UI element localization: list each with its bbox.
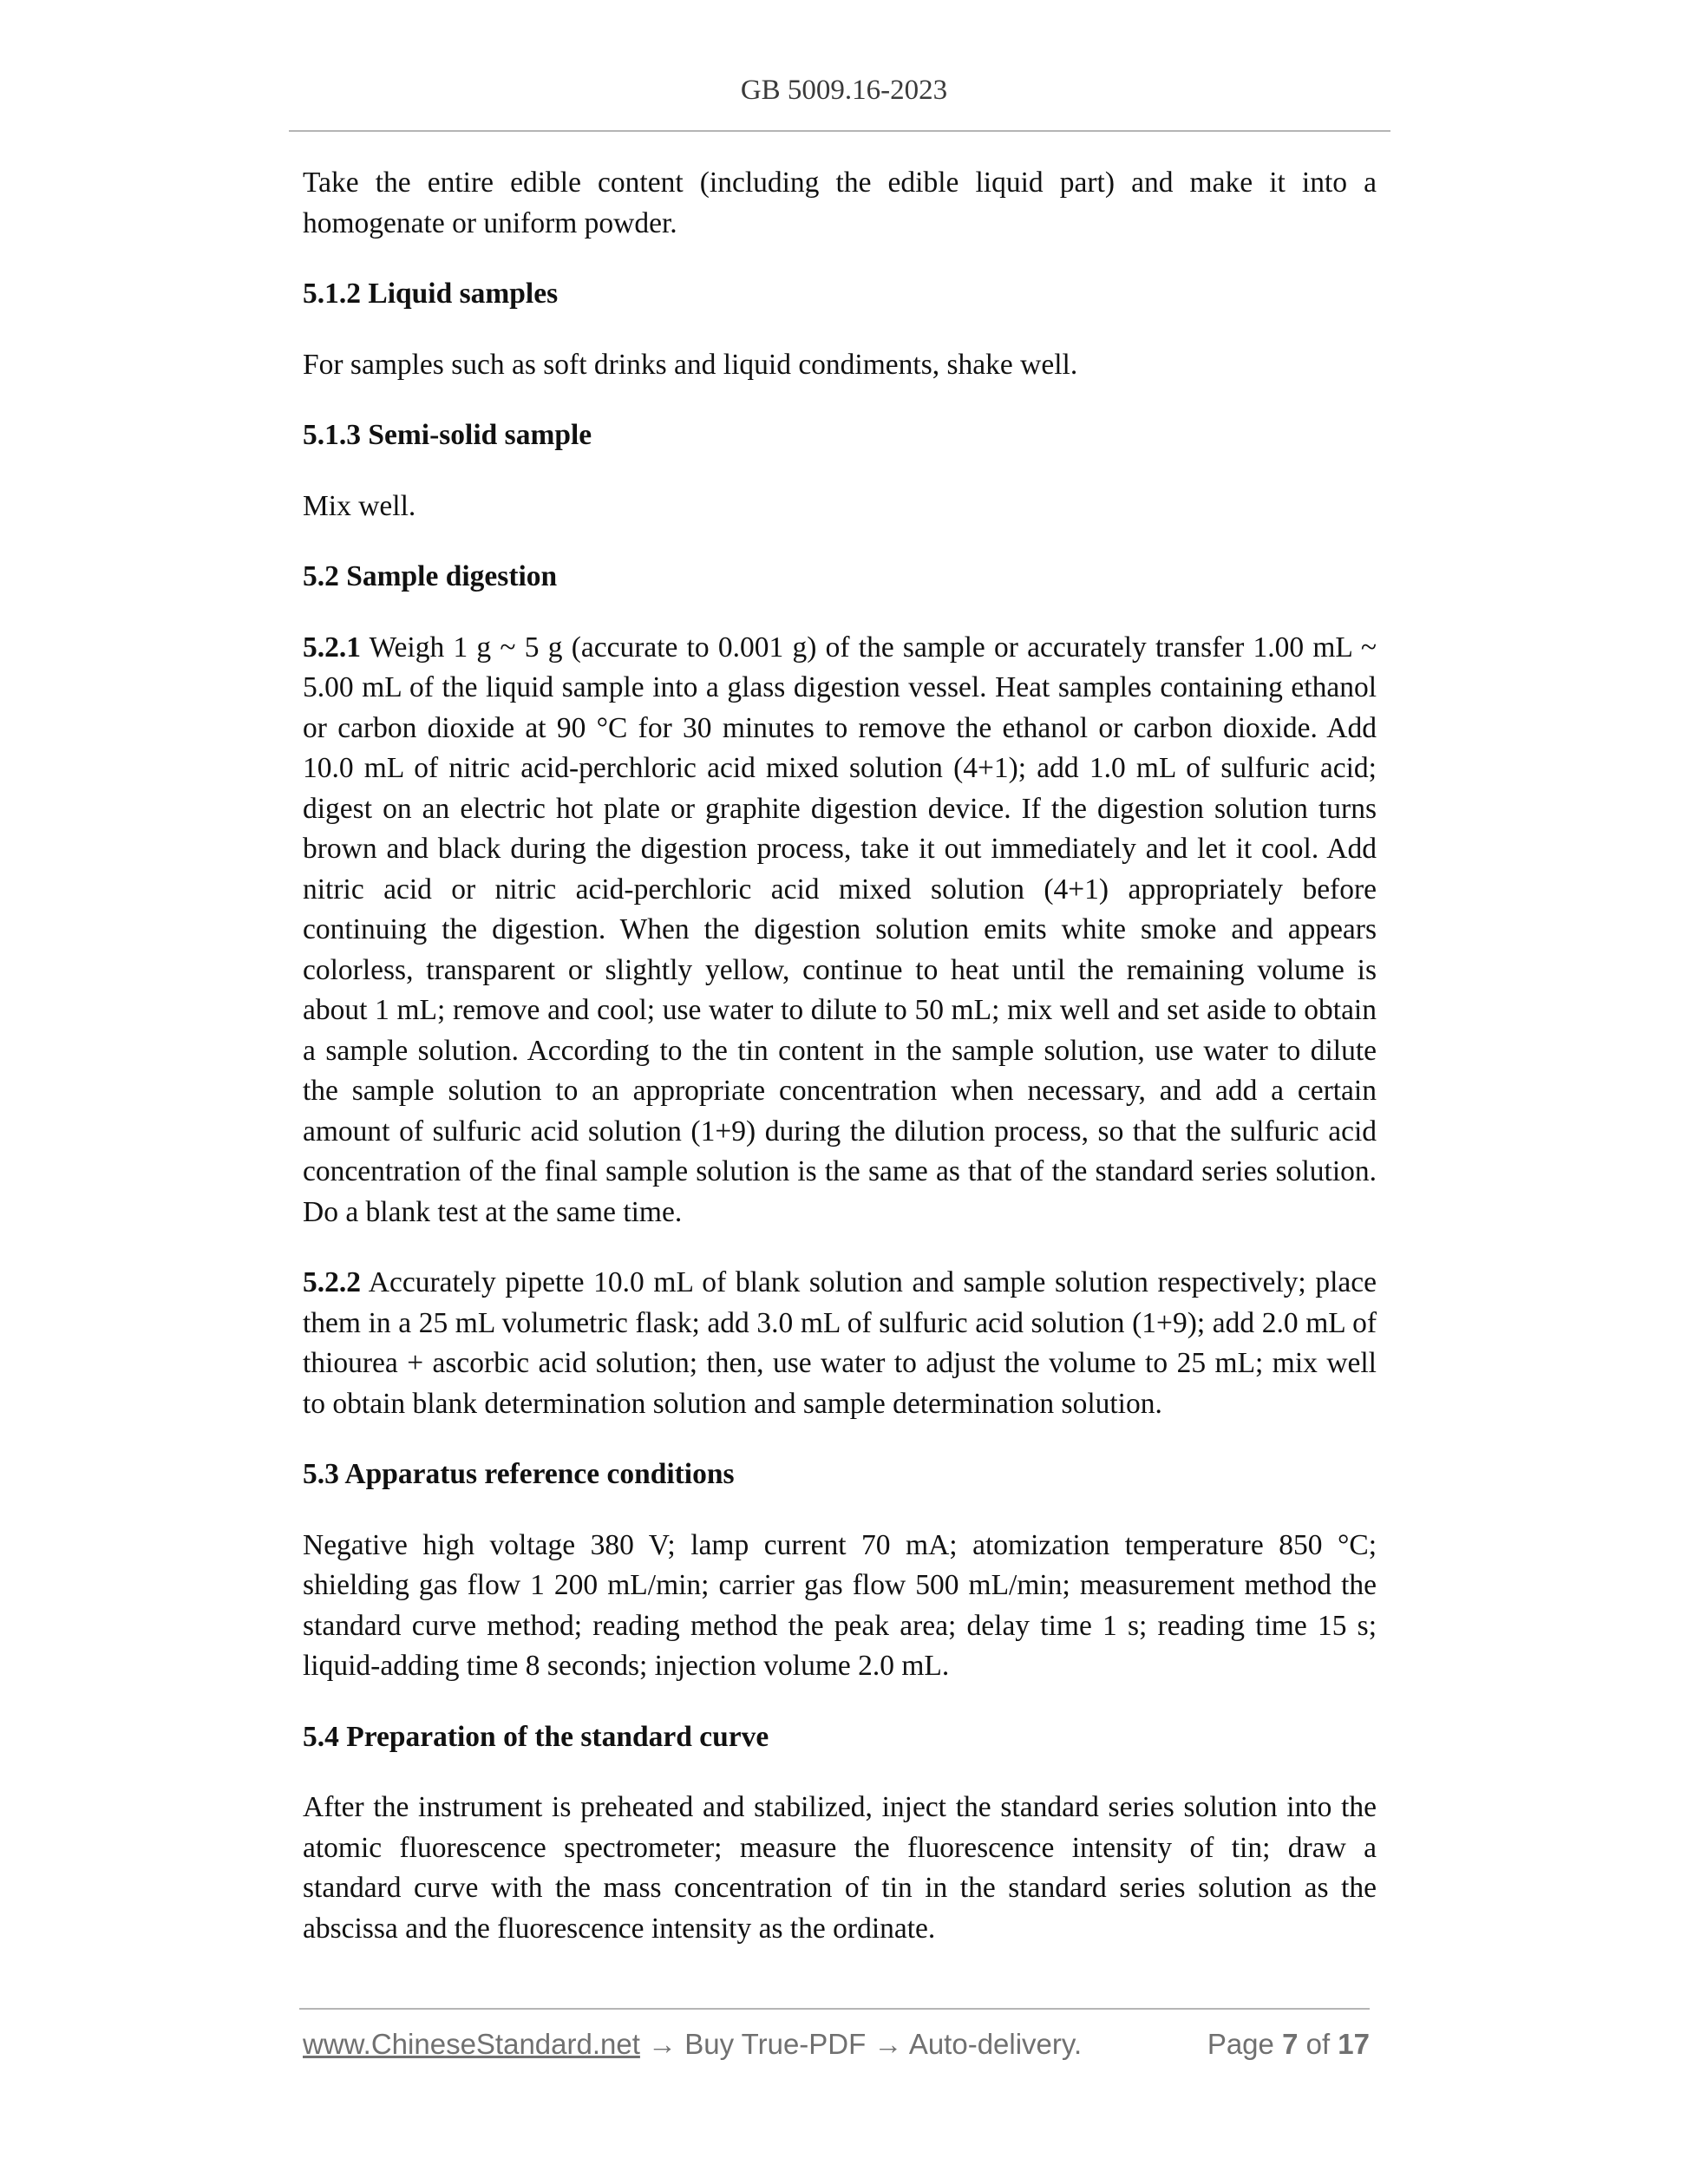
section-5-2-1-number: 5.2.1 <box>303 631 361 664</box>
header-standard-code: GB 5009.16-2023 <box>740 75 948 106</box>
header-divider <box>289 130 1390 132</box>
section-5-1-3-heading: 5.1.3 Semi-solid sample <box>303 419 592 451</box>
page-current: 7 <box>1282 2028 1299 2060</box>
page-number <box>1207 2028 1370 2061</box>
section-5-1-3-paragraph: Mix well. <box>303 489 416 522</box>
section-5-2-heading: 5.2 Sample digestion <box>303 560 558 592</box>
section-5-2-2-text: Accurately pipette 10.0 mL of blank solution and sample solution respectively; place them in a 25 mL volumetric flask; add 3.0 mL of sulfuric acid solution (1+9); add 2.0 mL of thiourea + ascorbic acid solution; then, use water to adjust the volume to 25 mL; mix well to obtain blank determination solution and sample determination solution. <box>303 1266 1377 1420</box>
section-5-2-1-text: Weigh 1 g ~ 5 g (accurate to 0.001 g) of the sample or accurately transfer 1.00 mL ~ 5.00 mL of the liquid sample into a glass digestion vessel. Heat samples containing ethanol or carbon dioxide at 90 °C for 30 minutes to remove the ethanol or carbon dioxide. Add 10.0 mL of nitric acid-perchloric acid mixed solution (4+1); add 1.0 mL of sulfuric acid; digest on an electric hot plate or graphite digestion device. If the digestion solution turns brown and black during the digestion process, take it out immediately and let it cool. Add nitric acid or nitric acid-perchloric acid mixed solution (4+1) appropriately before continuing the digestion. When the digestion solution emits white smoke and appears colorless, transparent or slightly yellow, continue to heat until the remaining volume is about 1 mL; remove and cool; use water to dilute to 50 mL; mix well and set aside to obtain a sample solution. According to the tin content in the sample solution, use water to dilute the sample solution to an appropriate concentration when necessary, and add a certain amount of sulfuric acid solution (1+9) during the dilution process, so that the sulfuric acid concentration of the final sample solution is the same as that of the standard series solution. Do a blank test at the same time. <box>303 631 1377 1228</box>
site-link[interactable]: www.ChineseStandard.net <box>303 2028 640 2060</box>
section-5-2-2-number: 5.2.2 <box>303 1266 361 1298</box>
page-label: Page <box>1207 2028 1283 2060</box>
intro-paragraph: Take the entire edible content (including the edible liquid part) and make it into a homogenate or uniform powder. <box>303 167 1377 239</box>
section-5-4-paragraph: After the instrument is preheated and stabilized, inject the standard series solution into the atomic fluorescence spectrometer; measure the fluorescence intensity of tin; draw a standard curve with the mass concentration of tin in the standard series solution as the abscissa and the fluorescence intensity as the ordinate. <box>303 1791 1377 1945</box>
section-5-3-paragraph: Negative high voltage 380 V; lamp current 70 mA; atomization temperature 850 °C; shielding gas flow 1 200 mL/min; carrier gas flow 500 mL/min; measurement method the standard curve method; reading method the peak area; delay time 1 s; reading time 15 s; liquid-adding time 8 seconds; injection volume 2.0 mL. <box>303 1528 1377 1682</box>
section-5-2-1-paragraph <box>303 628 1377 1233</box>
page-of: of <box>1298 2028 1338 2060</box>
section-5-4-heading: 5.4 Preparation of the standard curve <box>303 1720 769 1753</box>
section-5-1-2-paragraph: For samples such as soft drinks and liquid condiments, shake well. <box>303 348 1078 381</box>
section-5-1-2-heading: 5.1.2 Liquid samples <box>303 278 559 310</box>
page-total: 17 <box>1338 2028 1370 2060</box>
section-5-3-heading: 5.3 Apparatus reference conditions <box>303 1458 735 1490</box>
section-5-2-2-paragraph <box>303 1263 1377 1424</box>
footer-promo-text: → Buy True-PDF → Auto-delivery. <box>639 2028 1083 2060</box>
footer-divider <box>299 2008 1370 2010</box>
page-footer <box>303 2028 1370 2068</box>
document-body <box>303 163 1377 1979</box>
footer-promo <box>303 2028 1082 2061</box>
